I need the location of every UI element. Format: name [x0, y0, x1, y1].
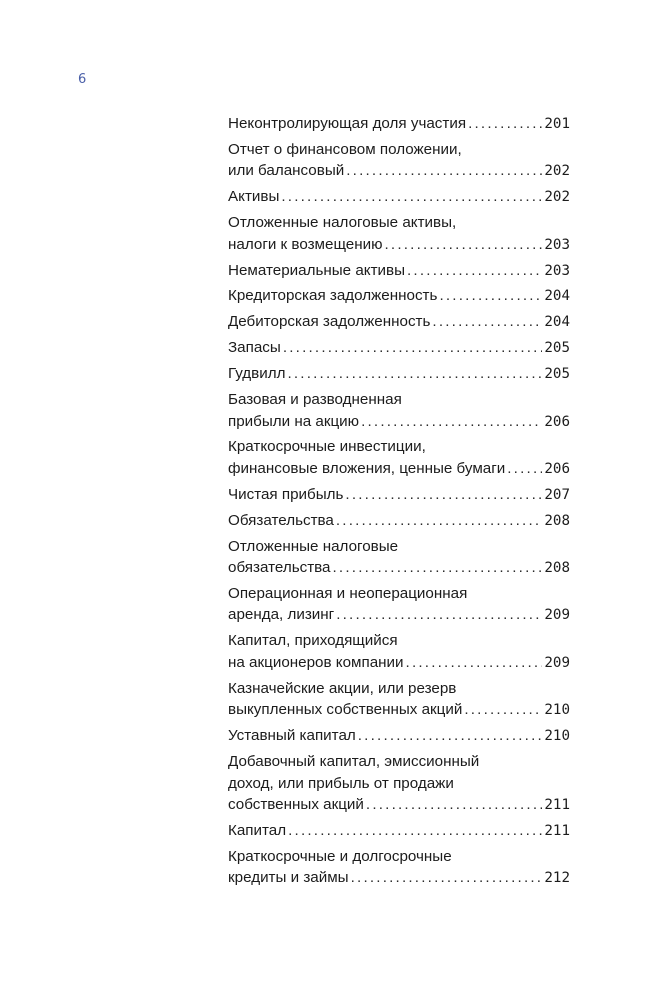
toc-entry-row: [228, 337, 570, 360]
dot-leader: [366, 794, 542, 816]
toc-entry-row: [228, 160, 570, 183]
toc-entry-title-line: или балансовый: [228, 162, 345, 180]
toc-entry-title-line: Капитал: [228, 821, 287, 839]
toc-entry[interactable]: [228, 846, 570, 890]
toc-entry[interactable]: [228, 820, 570, 843]
dot-leader: [432, 311, 542, 333]
toc-entry[interactable]: [228, 751, 570, 817]
toc-entry-title-line: налоги к возмещению: [228, 235, 383, 253]
toc-entry-title-line: доход, или прибыль от продажи: [228, 774, 454, 792]
toc-entry-page-number: 212: [544, 870, 570, 887]
toc-entry-page-number: 208: [544, 512, 570, 529]
toc-entry-title-line: Краткосрочные и долгосрочные: [228, 847, 452, 865]
toc-entry-title-line: Добавочный капитал, эмиссионный: [228, 753, 480, 771]
dot-leader: [361, 411, 542, 433]
toc-entry-row: [228, 234, 570, 257]
dot-leader: [283, 337, 543, 359]
toc-entry-title-line: Казначейские акции, или резерв: [228, 679, 457, 697]
toc-entry-page-number: 201: [544, 116, 570, 132]
toc-entry-page-number: 203: [544, 262, 570, 279]
toc-entry[interactable]: [228, 510, 570, 533]
toc-entry-title-line: Отложенные налоговые активы,: [228, 214, 457, 232]
toc-entry-page-number: 204: [544, 288, 570, 305]
toc-entry-title-line: выкупленных собственных акций: [228, 701, 463, 719]
toc-entry-title-line: Базовая и разводненная: [228, 391, 402, 409]
toc-entry-row: [228, 458, 570, 481]
toc-entry-row: [228, 867, 570, 890]
dot-leader: [287, 363, 542, 385]
toc-entry-title-line: Капитал, приходящийся: [228, 632, 398, 650]
toc-entry-page-number: 207: [544, 486, 570, 503]
dot-leader: [345, 484, 542, 506]
toc-entry-title-line: Кредиторская задолженность: [228, 287, 438, 305]
toc-entry-row: [228, 510, 570, 533]
toc-entry-page-number: 209: [544, 607, 570, 624]
toc-entry[interactable]: [228, 678, 570, 722]
dot-leader: [507, 458, 542, 480]
toc-entry-row: [228, 113, 570, 136]
dot-leader: [281, 186, 542, 208]
toc-entry-title-line: Дебиторская задолженность: [228, 313, 431, 331]
toc-entry[interactable]: [228, 212, 570, 256]
toc-entry-title-line: Краткосрочные инвестиции,: [228, 438, 426, 456]
toc-entry-page-number: 206: [544, 460, 570, 477]
toc-entry-title-line: Нематериальные активы: [228, 261, 406, 279]
toc-entry-title-line: Активы: [228, 188, 280, 206]
page-number: 6: [78, 72, 87, 87]
toc-entry-row: [228, 311, 570, 334]
toc-entry-row: [228, 794, 570, 817]
toc-entry-page-number: 204: [544, 314, 570, 331]
toc-entry[interactable]: [228, 725, 570, 748]
toc-entry-page-number: 202: [544, 189, 570, 206]
toc-entry-title-line: Неконтролирующая доля участия: [228, 115, 467, 132]
toc-entry-title-line: Чистая прибыль: [228, 485, 344, 503]
toc-entry-title-line: обязательства: [228, 559, 331, 577]
dot-leader: [464, 699, 542, 721]
toc-entry[interactable]: [228, 337, 570, 360]
toc-entry[interactable]: [228, 260, 570, 283]
toc-entry[interactable]: [228, 363, 570, 386]
toc-entry[interactable]: [228, 436, 570, 480]
dot-leader: [358, 725, 543, 747]
toc-entry-row: [228, 186, 570, 209]
dot-leader: [346, 160, 542, 182]
toc-entry-row: [228, 604, 570, 627]
dot-leader: [336, 604, 542, 626]
toc-entry-title-line: собственных акций: [228, 796, 364, 814]
toc-entry[interactable]: [228, 285, 570, 308]
toc-entry-title-line: Отчет о финансовом положении,: [228, 140, 462, 158]
toc-entry-row: [228, 652, 570, 675]
toc-entry-page-number: 206: [544, 413, 570, 430]
toc-entry[interactable]: [228, 311, 570, 334]
toc-entry-title-line: Уставный капитал: [228, 727, 356, 745]
toc-entry-title-line: Запасы: [228, 339, 281, 357]
dot-leader: [384, 234, 542, 256]
toc-entry-page-number: 209: [544, 654, 570, 671]
toc-entry[interactable]: [228, 139, 570, 183]
toc-entry-title-line: кредиты и займы: [228, 869, 349, 887]
toc-entry-title-line: финансовые вложения, ценные бумаги: [228, 459, 506, 477]
toc-entry[interactable]: [228, 583, 570, 627]
toc-entry-title-line: аренда, лизинг: [228, 606, 335, 624]
dot-leader: [351, 867, 543, 889]
dot-leader: [468, 113, 542, 135]
toc-entry-title-line: прибыли на акцию: [228, 412, 360, 430]
toc-entry-page-number: 203: [544, 236, 570, 253]
toc-entry-page-number: 205: [544, 366, 570, 383]
dot-leader: [333, 557, 543, 579]
toc-entry-title-line: Операционная и неоперационная: [228, 584, 468, 602]
dot-leader: [407, 260, 542, 282]
toc-entry[interactable]: [228, 536, 570, 580]
toc-entry-page-number: 208: [544, 560, 570, 577]
toc-entry[interactable]: [228, 484, 570, 507]
toc-entry-row: [228, 699, 570, 722]
table-of-contents: [228, 113, 570, 893]
toc-entry[interactable]: [228, 186, 570, 209]
toc-entry-title-line: Гудвилл: [228, 365, 286, 383]
toc-entry-page-number: 211: [544, 822, 570, 839]
toc-entry-row: [228, 484, 570, 507]
toc-entry-row: [228, 285, 570, 308]
toc-entry-row: [228, 820, 570, 843]
toc-entry-page-number: 205: [544, 340, 570, 357]
dot-leader: [336, 510, 543, 532]
toc-entry-page-number: 210: [544, 702, 570, 719]
toc-entry-title-line: Отложенные налоговые: [228, 537, 399, 555]
dot-leader: [406, 652, 543, 674]
toc-entry-title-line: Обязательства: [228, 511, 334, 529]
toc-entry-page-number: 211: [544, 797, 570, 814]
toc-entry-row: [228, 363, 570, 386]
toc-entry-row: [228, 557, 570, 580]
dot-leader: [439, 285, 542, 307]
toc-entry-row: [228, 725, 570, 748]
toc-entry[interactable]: [228, 389, 570, 433]
toc-entry-page-number: 202: [544, 163, 570, 180]
toc-entry-page-number: 210: [544, 728, 570, 745]
dot-leader: [288, 820, 542, 842]
toc-entry-row: [228, 260, 570, 283]
toc-entry-title-line: на акционеров компании: [228, 653, 404, 671]
toc-entry[interactable]: [228, 113, 570, 136]
toc-entry-row: [228, 411, 570, 434]
toc-entry[interactable]: [228, 630, 570, 674]
